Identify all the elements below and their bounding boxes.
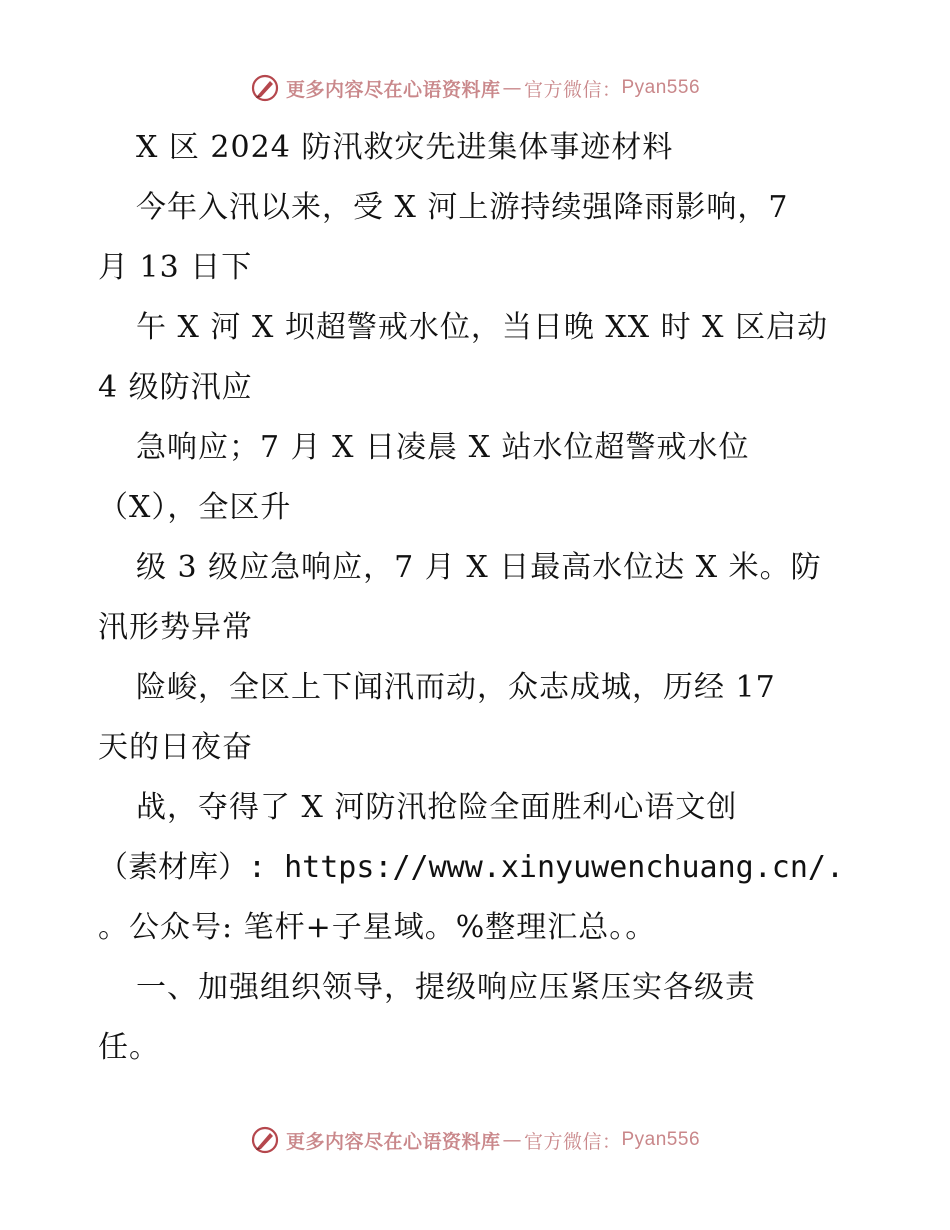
document-body — [98, 118, 850, 1078]
pen-logo-icon — [250, 73, 280, 103]
text-line: 汛形势异常 — [98, 610, 253, 645]
footer-brand: 更多内容尽在心语资料库 — [285, 1130, 501, 1153]
text-line: 天的日夜奋 — [98, 730, 253, 765]
header-separator: — — [502, 77, 522, 99]
document-title: X 区 2024 防汛救灾先进集体事迹材料 — [136, 130, 674, 165]
text-line: 战，夺得了 X 河防汛抢险全面胜利心语文创 — [136, 790, 738, 825]
footer-separator: — — [502, 1129, 522, 1151]
text-line: 午 X 河 X 坝超警戒水位，当日晚 XX 时 X 区启动 — [136, 310, 829, 345]
footer-wechat-id: Pyan556 — [621, 1129, 701, 1150]
pen-logo-icon — [250, 1125, 280, 1155]
header-brand: 更多内容尽在心语资料库 — [285, 78, 501, 101]
footer-banner — [0, 1120, 950, 1160]
text-line: 今年入汛以来，受 X 河上游持续强降雨影响，7 — [136, 190, 789, 225]
text-line: 。公众号: 笔杆+子星域。%整理汇总。。 — [98, 910, 657, 945]
text-line: （X），全区升 — [98, 490, 292, 525]
header-official: 官方微信： — [523, 78, 622, 101]
text-line: 月 13 日下 — [98, 250, 253, 285]
header-wechat-id: Pyan556 — [621, 77, 701, 98]
text-line-url: （素材库）: https://www.xinyuwenchuang.cn/. — [98, 850, 845, 885]
header-banner — [0, 68, 950, 108]
text-line: 急响应；7 月 X 日凌晨 X 站水位超警戒水位 — [136, 430, 750, 465]
text-line: 任。 — [98, 1030, 160, 1065]
text-line: 险峻，全区上下闻汛而动，众志成城，历经 17 — [136, 670, 776, 705]
text-line: 级 3 级应急响应，7 月 X 日最高水位达 X 米。防 — [136, 550, 822, 585]
section-heading: 一、加强组织领导，提级响应压紧压实各级责 — [136, 970, 756, 1005]
text-line: 4 级防汛应 — [98, 370, 253, 405]
footer-official: 官方微信： — [523, 1130, 622, 1153]
